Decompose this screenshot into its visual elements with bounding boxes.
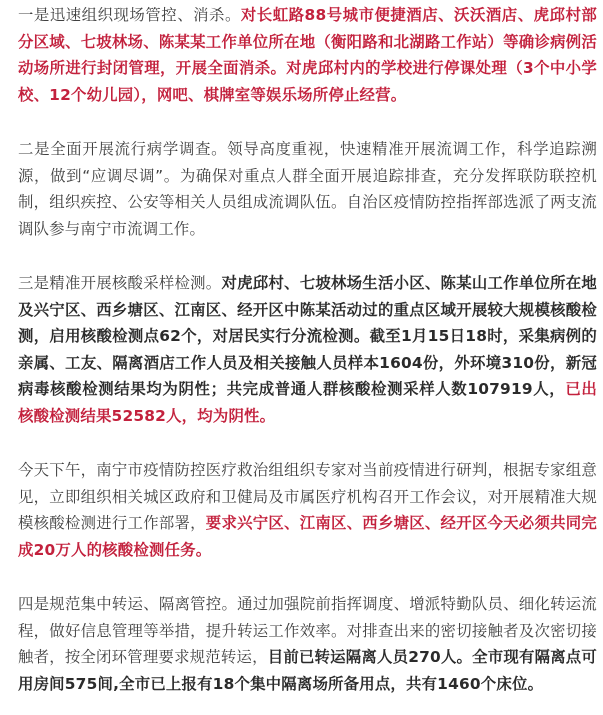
paragraph-nucleic-acid-testing (18, 270, 597, 429)
paragraph-lead-text: 三是精准开展核酸采样检测。 (18, 274, 222, 292)
bold-text: 目前已转运隔离人员270人。全市现有隔离点可用房间575间,全市已上报有18个集中隔离场所备用点，共有1460个床位。 (18, 648, 598, 693)
paragraph-lead-text: 一是迅速组织现场管控、消杀。 (18, 6, 241, 24)
highlighted-text: 对长虹路88号城市便捷酒店、沃沃酒店、虎邱村部分区域、七坡林场、陈某某工作单位所在地（衡阳路和北湖路工作站）等确诊病例活动场所进行封闭管理，开展全面消杀。对虎邱村内的学校进行停课处理（3个中小学校、12个幼儿园），网吧、棋牌室等娱乐场所停止经营。 (18, 6, 597, 104)
paragraph-epidemiological-survey (18, 136, 597, 242)
paragraph-lead-text: 四是规范集中转运、隔离管控。通过加强院前指挥调度、增派特勤队员、细化转运流程，做好信息管理等举措，提升转运工作效率。对排查出来的密切接触者及次密切接触者，按全闭环管理要求规范转运， (18, 595, 597, 666)
highlighted-text: 要求兴宁区、江南区、西乡塘区、经开区今天必须共同完成20万人的核酸检测任务。 (18, 514, 597, 559)
highlighted-text: 已出核酸检测结果52582人，均为阴性。 (18, 380, 597, 425)
paragraph-lead-text: 二是全面开展流行病学调查。领导高度重视，快速精准开展流调工作，科学追踪溯源，做到“应调尽调”。为确保对重点人群全面开展追踪排查，充分发挥联防联控机制，组织疾控、公安等相关人员组成流调队伍。自治区疫情防控指挥部选派了两支流调队参与南宁市流调工作。 (18, 140, 597, 238)
paragraph-transfer-isolation (18, 591, 597, 697)
paragraph-expert-assessment (18, 457, 597, 563)
paragraph-lead-text: 今天下午，南宁市疫情防控医疗救治组组织专家对当前疫情进行研判，根据专家组意见，立即组织相关城区政府和卫健局及市属医疗机构召开工作会议，对开展精准大规模核酸检测进行工作部署， (18, 461, 597, 532)
paragraph-control-disinfection (18, 2, 597, 108)
bold-text: 对虎邱村、七坡林场生活小区、陈某山工作单位所在地及兴宁区、西乡塘区、江南区、经开区中陈某活动过的重点区域开展较大规模核酸检测，启用核酸检测点62个，对居民实行分流检测。截至1月15日18时，采集病例的亲属、工友、隔离酒店工作人员及相关接触人员样本1604份，外环境310份，新冠病毒核酸检测结果均为阴性；共完成普通人群核酸检测采样人数107919人， (18, 274, 597, 398)
